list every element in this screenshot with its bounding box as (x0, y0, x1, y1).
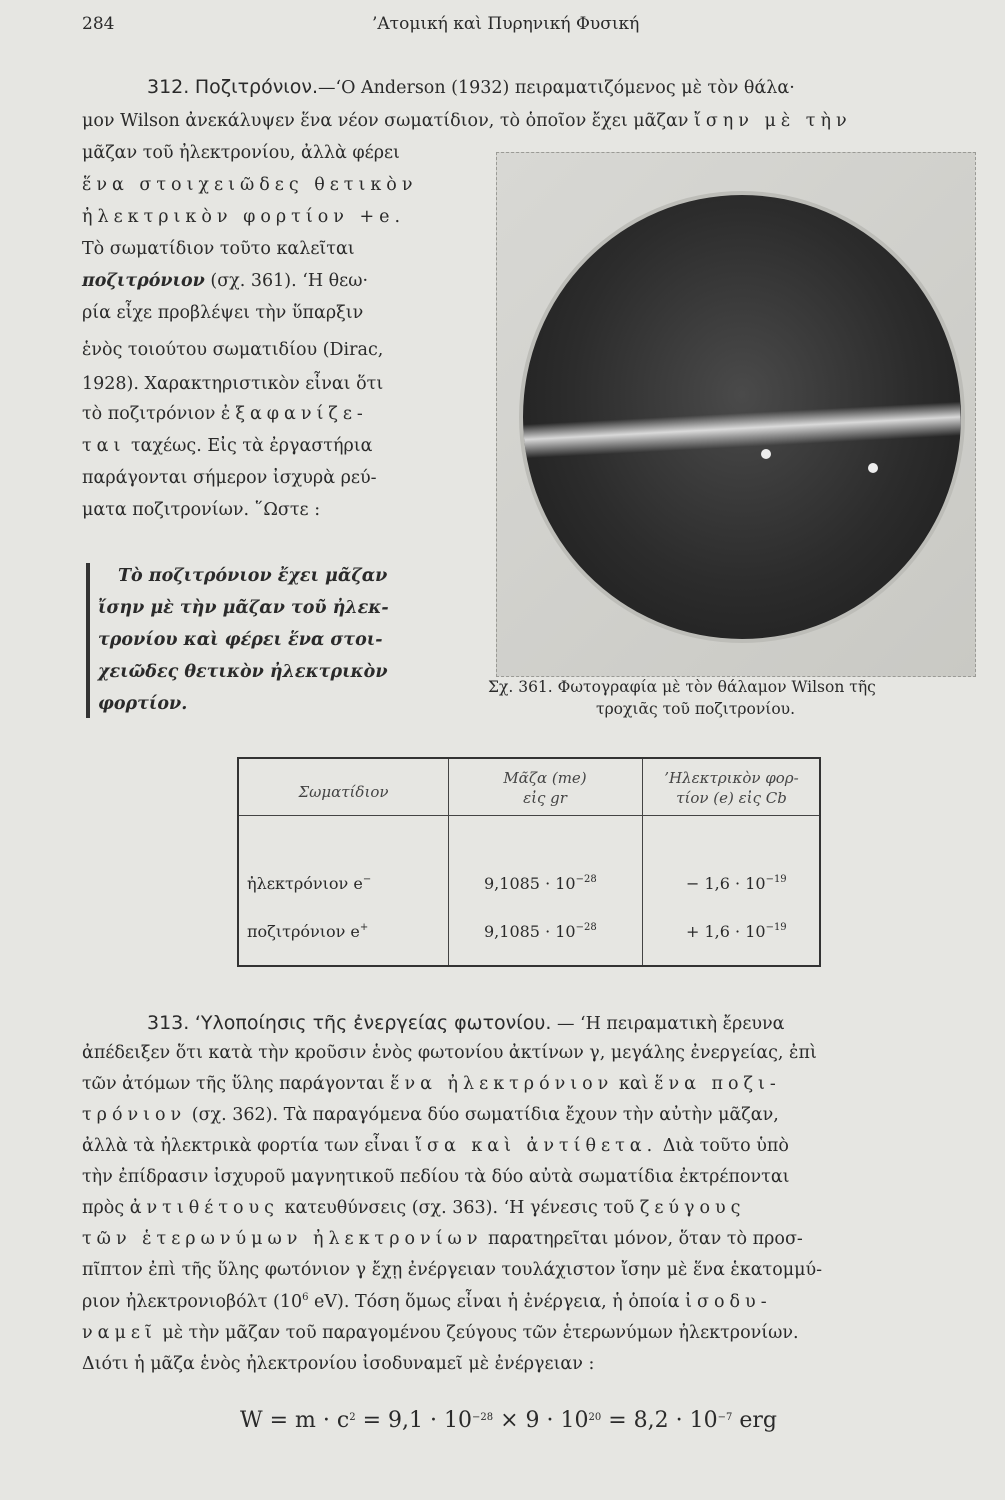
spaced-text: ἴσην μὲ τὴν (693, 111, 852, 131)
text-line: τῶν ἑτερωνύμων ἠλεκτρονίων παρατηρεῖται μόνον, ὅταν τὸ προσ- (82, 1229, 803, 1249)
text-line: ριον ἠλεκτρονιοβόλτ ($10^6$ eV). Τόση ὅμως εἶναι ἡ ἐνέργεια, ἡ ὁποία ἰσοδυ- (82, 1292, 772, 1312)
spaced-text: ται (82, 436, 126, 456)
text-line: ἕνα στοιχειῶδες θετικὸν (82, 175, 418, 195)
figure-photo (496, 152, 976, 677)
energy-equation: $W = m \cdot c^2 = 9,1 \cdot 10^{-28} \times 9 \cdot 10^{20} = 8,2 \cdot 10^{-7}$ erg (240, 1408, 777, 1433)
table-cell: ποζιτρόνιον e+ (247, 922, 369, 941)
quote-bar (86, 563, 90, 718)
table-header: τίον (e) εἰς Cb (676, 789, 787, 807)
track-mark (868, 463, 878, 473)
table-cell: $9,1085 \cdot 10^{-28}$ (484, 922, 597, 941)
table-cell: $9,1085 \cdot 10^{-28}$ (484, 874, 597, 893)
page-number: 284 (82, 14, 115, 34)
table-header: εἰς gr (523, 789, 567, 807)
text-line: πρὸς ἀντιθέτους κατευθύνσεις (σχ. 363). ‘Η γένεσις τοῦ ζεύγους (82, 1198, 746, 1218)
text-line: τὸ ποζιτρόνιον ἐξαφανίζε- (82, 404, 368, 424)
text-line: ποζιτρόνιον (σχ. 361). ‘Η θεω· (82, 271, 369, 291)
quote-line: ἴσην μὲ τὴν μᾶζαν τοῦ ἠλεκ- (98, 598, 389, 618)
emphasis-term: ποζιτρόνιον (82, 271, 205, 291)
figure-caption: τροχιᾶς τοῦ ποζιτρονίου. (596, 700, 796, 718)
quote-line: Τὸ ποζιτρόνιον ἔχει μᾶζαν (118, 566, 388, 586)
text-line: ναμεῖ μὲ τὴν μᾶζαν τοῦ παραγομένου ζεύγους τῶν ἑτερωνύμων ἠλεκτρονίων. (82, 1323, 799, 1343)
text-line: ται ταχέως. Εἰς τὰ ἐργαστήρια (82, 436, 373, 456)
text-line: τῶν ἀτόμων τῆς ὕλης παράγονται ἕνα ἠλεκτρόνιον καὶ ἕνα ποζι- (82, 1074, 781, 1094)
text-line: ἠλεκτρικὸν φορτίον +e. (82, 207, 406, 227)
text-line: ἀπέδειξεν ὅτι κατὰ τὴν κροῦσιν ἑνὸς φωτονίου ἀκτίνων γ, μεγάλης ἐνεργείας, ἐπὶ (82, 1043, 817, 1063)
text-line: πῖπτον ἐπὶ τῆς ὕλης φωτόνιον γ ἔχῃ ἐνέργειαν τουλάχιστον ἴσην μὲ ἕνα ἑκατομμύ- (82, 1260, 823, 1280)
text-line: τὴν ἐπίδρασιν ἰσχυροῦ μαγνητικοῦ πεδίου τὰ δύο αὐτὰ σωματίδια ἐκτρέπονται (82, 1167, 790, 1187)
quote-line: φορτίον. (98, 694, 188, 714)
table-header: Μᾶζα (me) (503, 769, 587, 787)
text-line: παράγονται σήμερον ἰσχυρὰ ρεύ- (82, 468, 377, 488)
spaced-text: ἐξαφανίζε- (220, 404, 368, 424)
running-title: ’Ατομική καὶ Πυρηνική Φυσική (372, 14, 640, 34)
text-line: ρία εἶχε προβλέψει τὴν ὕπαρξιν (82, 303, 364, 323)
text-line: ματα ποζιτρονίων. ῞Ωστε : (82, 500, 321, 520)
text-line: Διότι ἡ μᾶζα ἑνὸς ἠλεκτρονίου ἰσοδυναμεῖ μὲ ἐνέργειαν : (82, 1354, 595, 1374)
track-mark (761, 449, 771, 459)
quote-line: χειῶδες θετικὸν ἠλεκτρικὸν (98, 662, 388, 682)
table-cell: − $1,6 \cdot 10^{-19}$ (686, 874, 787, 893)
section-number: 312. (147, 76, 190, 98)
particle-table (237, 757, 821, 967)
table-cell: ἠλεκτρόνιον e− (247, 874, 372, 893)
text-line: Τὸ σωματίδιον τοῦτο καλεῖται (82, 239, 355, 259)
positron-track (522, 402, 961, 459)
text-line: μᾶζαν τοῦ ἠλεκτρονίου, ἀλλὰ φέρει (82, 143, 400, 163)
text-line: —‘Ο Anderson (1932) πειραματιζόμενος μὲ τὸν θάλα· (318, 78, 795, 98)
section-number: 313. (147, 1012, 190, 1034)
quote-line: τρονίου καὶ φέρει ἕνα στοι- (98, 630, 383, 650)
section-title: Ποζιτρόνιον. (194, 76, 319, 98)
text-line: μον Wilson ἀνεκάλυψεν ἕνα νέον σωματίδιον, τὸ ὁποῖον ἔχει μᾶζαν ἴσην μὲ τὴν (82, 111, 852, 131)
table-header: ’Ηλεκτρικὸν φορ- (664, 769, 799, 787)
table-cell: + $1,6 \cdot 10^{-19}$ (686, 922, 787, 941)
section-312-heading (147, 78, 795, 98)
figure-caption: Σχ. 361. Φωτογραφία μὲ τὸν θάλαμον Wilson τῆς (488, 678, 876, 696)
cloud-chamber-disk (519, 191, 965, 643)
section-title: ‘Υλοποίησις τῆς ἐνεργείας φωτονίου. (194, 1012, 552, 1034)
text-line: τρόνιον (σχ. 362). Τὰ παραγόμενα δύο σωματίδια ἔχουν τὴν αὐτὴν μᾶζαν, (82, 1105, 779, 1125)
text-line: ἑνὸς τοιούτου σωματιδίου (Dirac, (82, 340, 384, 360)
text-line: 1928). Χαρακτηριστικὸν εἶναι ὅτι (82, 374, 384, 394)
section-313-heading: 313. ‘Υλοποίησις τῆς ἐνεργείας φωτονίου. — ‘Η πειραματικὴ ἔρευνα (147, 1012, 785, 1034)
text-line: ἀλλὰ τὰ ἠλεκτρικὰ φορτία των εἶναι ἴσα καὶ ἀντίθετα. Διὰ τοῦτο ὑπὸ (82, 1136, 789, 1156)
table-header: Σωματίδιον (298, 783, 389, 801)
